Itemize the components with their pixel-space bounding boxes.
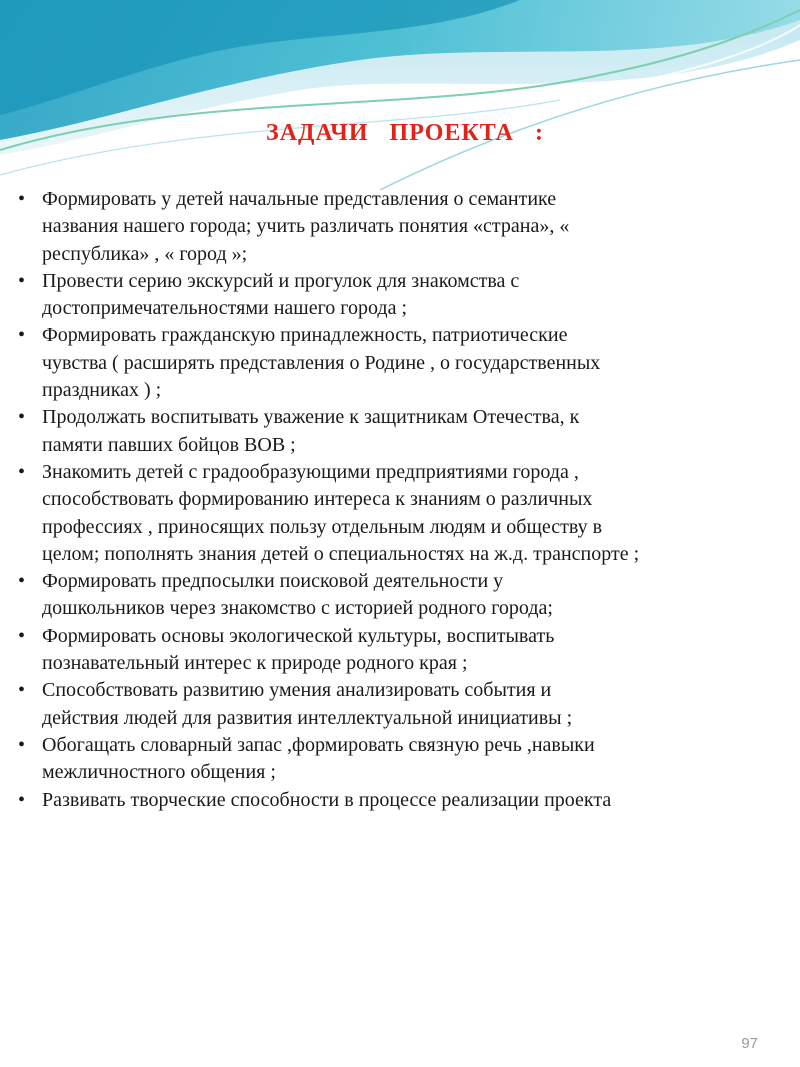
bullet-icon: • bbox=[18, 188, 26, 210]
task-text-line: Обогащать словарный запас ,формировать связную речь ,навыки bbox=[42, 733, 595, 756]
task-item bbox=[0, 459, 790, 568]
task-item bbox=[0, 268, 790, 323]
task-text-line: способствовать формированию интереса к знаниям о различных bbox=[42, 488, 593, 511]
task-text-line: Формировать гражданскую принадлежность, патриотические bbox=[42, 324, 568, 347]
task-text-line: достопримечательностями нашего города ; bbox=[42, 297, 408, 320]
header-wave-decoration bbox=[0, 0, 800, 190]
bullet-icon: • bbox=[18, 324, 26, 347]
task-item bbox=[0, 186, 790, 268]
bullet-icon: • bbox=[18, 624, 26, 647]
task-text-line: Продолжать воспитывать уважение к защитникам Отечества, к bbox=[42, 406, 580, 429]
task-text-line: Формировать основы экологической культуры, воспитывать bbox=[42, 624, 555, 647]
task-text-line: познавательный интерес к природе родного края ; bbox=[42, 652, 468, 675]
task-text-line: республика» , « город »; bbox=[42, 242, 248, 265]
task-text-line: действия людей для развития интеллектуальной инициативы ; bbox=[42, 706, 573, 729]
task-item bbox=[0, 677, 790, 732]
bullet-icon: • bbox=[18, 406, 26, 429]
task-text-line: Знакомить детей с градообразующими предприятиями города , bbox=[42, 460, 579, 483]
page-title: ЗАДАЧИ ПРОЕКТА : bbox=[266, 120, 544, 146]
bullet-icon: • bbox=[18, 788, 26, 811]
task-text-line: целом; пополнять знания детей о специальностях на ж.д. транспорте ; bbox=[42, 542, 640, 565]
bullet-icon: • bbox=[18, 679, 26, 702]
task-list bbox=[0, 186, 790, 814]
task-text-line: названия нашего города; учить различать понятия «страна», « bbox=[42, 215, 570, 238]
task-text-line: Способствовать развитию умения анализировать события и bbox=[42, 679, 552, 702]
task-item bbox=[0, 404, 790, 459]
task-text-line: Формировать предпосылки поисковой деятельности у bbox=[42, 570, 504, 593]
task-text-line: межличностного общения ; bbox=[42, 761, 276, 784]
task-item bbox=[0, 623, 790, 678]
task-text-line: Формировать у детей начальные представления о семантике bbox=[42, 188, 557, 210]
task-item bbox=[0, 787, 790, 814]
task-text-line: памяти павших бойцов ВОВ ; bbox=[42, 433, 296, 456]
bullet-icon: • bbox=[18, 733, 26, 756]
task-text-line: Развивать творческие способности в процессе реализации проекта bbox=[42, 788, 612, 811]
page-number: 97 bbox=[741, 1035, 758, 1052]
task-item bbox=[0, 568, 790, 623]
bullet-icon: • bbox=[18, 570, 26, 593]
bullet-icon: • bbox=[18, 460, 26, 483]
task-item bbox=[0, 322, 790, 404]
task-item bbox=[0, 732, 790, 787]
bullet-icon: • bbox=[18, 269, 26, 292]
task-text-line: профессиях , приносящих пользу отдельным людям и обществу в bbox=[42, 515, 603, 538]
task-text-line: праздниках ) ; bbox=[42, 379, 162, 402]
task-text-line: чувства ( расширять представления о Родине , о государственных bbox=[42, 351, 601, 374]
task-text-line: дошкольников через знакомство с историей родного города; bbox=[42, 597, 553, 620]
task-text-line: Провести серию экскурсий и прогулок для знакомства с bbox=[42, 269, 520, 292]
